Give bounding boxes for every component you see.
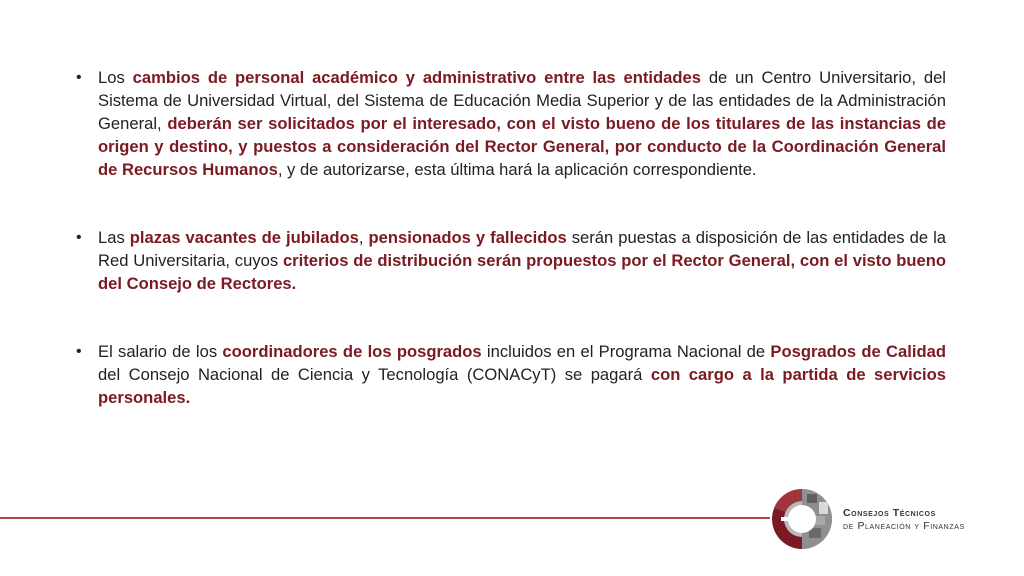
bullet-dot-icon: •	[76, 69, 82, 86]
text-segment: Las	[98, 228, 130, 247]
highlight-segment: cambios de personal académico y administrativo entre las entidades	[132, 68, 701, 87]
highlight-segment: con cargo a la partida de servicios personales.	[98, 365, 946, 407]
bullet-dot-icon: •	[76, 229, 82, 246]
highlight-segment: deberán ser solicitados por el interesado, con el visto bueno de los titulares de las instancias de origen y destino, y puestos a consideración del Rector General, por conducto de la Coordinación General de Recursos Humanos	[98, 114, 946, 179]
text-segment: incluidos en el Programa Nacional de	[481, 342, 771, 361]
bullet-item-2	[76, 226, 946, 295]
text-segment: El salario de los	[98, 342, 223, 361]
brand-line-1: Consejos Técnicos	[843, 507, 936, 519]
highlight-segment: plazas vacantes de jubilados	[129, 228, 359, 247]
text-segment: de un Centro Universitario, del Sistema de Universidad Virtual, del Sistema de Educación Media Superior y de las entidades de la Administración General,	[98, 68, 946, 133]
highlight-segment: pensionados y fallecidos	[368, 228, 567, 247]
text-segment: del Consejo Nacional de Ciencia y Tecnología (CONACyT) se pagará	[98, 365, 651, 384]
text-segment: , y de autorizarse, esta última hará la aplicación correspondiente.	[277, 160, 757, 179]
bullet-dot-icon: •	[76, 343, 82, 360]
highlight-segment: criterios de distribución serán propuestos por el Rector General, con el visto bueno del Consejo de Rectores.	[98, 251, 946, 293]
footer-brand	[843, 507, 965, 533]
text-segment: serán puestas a disposición de las entidades de la Red Universitaria, cuyos	[98, 228, 946, 270]
slide-content	[76, 66, 946, 454]
bullet-text	[98, 66, 946, 181]
bullet-item-3	[76, 340, 946, 409]
highlight-segment: Posgrados de Calidad	[770, 342, 946, 361]
brand-line-2: de Planeación y Finanzas	[843, 520, 965, 532]
text-segment: ,	[358, 228, 369, 247]
highlight-segment: coordinadores de los posgrados	[222, 342, 482, 361]
bullet-text	[98, 340, 946, 409]
bullet-item-1	[76, 66, 946, 181]
footer-divider	[0, 517, 770, 519]
text-segment: Los	[98, 68, 133, 87]
consejos-logo-icon	[771, 488, 833, 550]
bullet-text	[98, 226, 946, 295]
